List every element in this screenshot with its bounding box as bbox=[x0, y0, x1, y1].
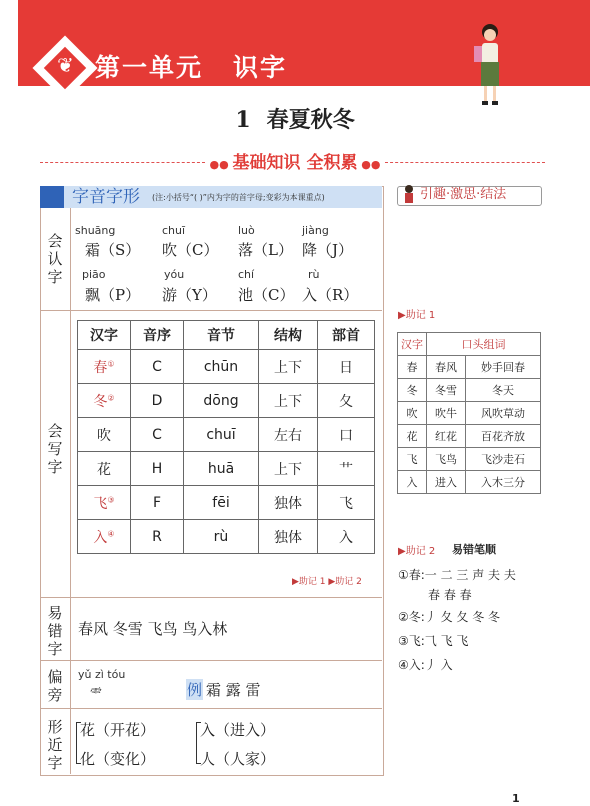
char: 池（C） bbox=[238, 286, 295, 304]
zhuji1-table bbox=[397, 332, 541, 494]
pinyin: chuī bbox=[162, 224, 186, 237]
table-row bbox=[398, 379, 541, 402]
table-row bbox=[78, 350, 375, 384]
table-cell: 百花齐放 bbox=[466, 425, 541, 448]
radical-examples: 霜 露 雷 bbox=[206, 681, 261, 699]
table-cell: 冬雪 bbox=[427, 379, 466, 402]
divider-right bbox=[385, 162, 545, 163]
radical-pinyin: yǔ zì tóu bbox=[78, 668, 126, 681]
radical-symbol: ⻗ bbox=[90, 686, 103, 700]
table-row bbox=[78, 418, 375, 452]
table-cell: 夂 bbox=[318, 384, 375, 418]
row-divider bbox=[40, 708, 382, 709]
tips-badge-label: 引趣·激思·结法 bbox=[420, 187, 507, 202]
teacher-icon bbox=[402, 184, 416, 204]
table-row bbox=[398, 356, 541, 379]
table-cell: 独体 bbox=[259, 520, 318, 554]
pinyin: shuāng bbox=[75, 224, 116, 237]
table-cell: 红花 bbox=[427, 425, 466, 448]
table-cell: 入 bbox=[398, 471, 427, 494]
table-cell: 吹 bbox=[398, 402, 427, 425]
label-pianpang: 偏旁 bbox=[47, 668, 63, 704]
table-cell: 吹牛 bbox=[427, 402, 466, 425]
pinyin: luò bbox=[238, 224, 255, 237]
table-cell: R bbox=[131, 520, 184, 554]
page-number: 1 bbox=[512, 792, 520, 805]
table-cell: 入④ bbox=[78, 520, 131, 554]
section-bar-block bbox=[40, 186, 64, 208]
table-cell: 花 bbox=[398, 425, 427, 448]
table-cell: fēi bbox=[184, 486, 259, 520]
table-cell: 妙手回春 bbox=[466, 356, 541, 379]
example-tag: 例 bbox=[187, 681, 203, 699]
stroke-order: ②冬:丿 夂 夂 冬 冬 bbox=[398, 610, 501, 624]
table-cell: 艹 bbox=[318, 452, 375, 486]
table-cell: 独体 bbox=[259, 486, 318, 520]
table-cell: 飞 bbox=[398, 448, 427, 471]
table-row bbox=[398, 471, 541, 494]
table-cell: F bbox=[131, 486, 184, 520]
label-xingjinzi: 形近字 bbox=[47, 718, 63, 772]
table-cell: 飞③ bbox=[78, 486, 131, 520]
section-note: (注:小括号“( )”内为字的首字母;变彩为本课重点) bbox=[152, 193, 325, 202]
section-title: ●● 基础知识 全积累 ●● bbox=[209, 153, 381, 173]
similar-char: 化（变化） bbox=[80, 750, 156, 768]
char: 降（J） bbox=[302, 241, 354, 259]
char: 霜（S） bbox=[85, 241, 141, 259]
table-cell: 风吹草动 bbox=[466, 402, 541, 425]
table-cell: 进入 bbox=[427, 471, 466, 494]
writing-table bbox=[77, 320, 375, 554]
table-row bbox=[78, 486, 375, 520]
brace-right bbox=[196, 722, 201, 764]
row-divider bbox=[40, 660, 382, 661]
table-cell: huā bbox=[184, 452, 259, 486]
table-header: 口头组词 bbox=[427, 333, 541, 356]
table-header: 部首 bbox=[318, 321, 375, 350]
table-cell: 飞鸟 bbox=[427, 448, 466, 471]
pinyin: chí bbox=[238, 268, 255, 281]
section-heading: 字音字形 bbox=[72, 187, 140, 207]
table-cell: 吹 bbox=[78, 418, 131, 452]
stroke-order: ④入:丿 入 bbox=[398, 658, 453, 672]
table-cell: 日 bbox=[318, 350, 375, 384]
table-cell: 上下 bbox=[259, 350, 318, 384]
yicuozi-words: 春风 冬雪 飞鸟 鸟入林 bbox=[78, 620, 228, 638]
table-header-row bbox=[398, 333, 541, 356]
zhuji1-label: ▶助记 1 bbox=[398, 310, 436, 321]
table-cell: 飞沙走石 bbox=[466, 448, 541, 471]
divider-left bbox=[40, 162, 205, 163]
zhuji2-label: ▶助记 2 bbox=[398, 546, 436, 557]
table-cell: 上下 bbox=[259, 384, 318, 418]
table-header: 汉字 bbox=[78, 321, 131, 350]
lesson-title: 1 春夏秋冬 bbox=[235, 107, 355, 133]
stroke-order: ③飞:⺄ 飞 飞 bbox=[398, 634, 469, 648]
table-cell: chuī bbox=[184, 418, 259, 452]
table-cell: 春风 bbox=[427, 356, 466, 379]
girl-illustration bbox=[470, 20, 510, 108]
pinyin: piāo bbox=[82, 268, 106, 281]
char: 落（L） bbox=[238, 241, 293, 259]
label-yicuozi: 易错字 bbox=[47, 604, 63, 658]
table-cell: 春 bbox=[398, 356, 427, 379]
char: 吹（C） bbox=[162, 241, 219, 259]
table-row bbox=[78, 520, 375, 554]
table-row bbox=[398, 425, 541, 448]
table-cell: 春① bbox=[78, 350, 131, 384]
table-cell: 入 bbox=[318, 520, 375, 554]
table-cell: dōng bbox=[184, 384, 259, 418]
label-huirenzi: 会认字 bbox=[47, 232, 63, 286]
table-cell: C bbox=[131, 350, 184, 384]
table-cell: 冬天 bbox=[466, 379, 541, 402]
table-cell: 左右 bbox=[259, 418, 318, 452]
row-divider bbox=[40, 597, 382, 598]
table-header: 结构 bbox=[259, 321, 318, 350]
table-cell: rù bbox=[184, 520, 259, 554]
row-divider bbox=[40, 310, 382, 311]
table-cell: 飞 bbox=[318, 486, 375, 520]
label-huixiezi: 会写字 bbox=[47, 422, 63, 476]
table-cell: 冬 bbox=[398, 379, 427, 402]
table-header-row bbox=[78, 321, 375, 350]
similar-char: 入（进入） bbox=[200, 721, 276, 739]
stroke-order: 春 春 春 bbox=[428, 588, 472, 602]
table-row bbox=[398, 448, 541, 471]
zhuji-reference: ▶助记 1 ▶助记 2 bbox=[292, 577, 362, 587]
table-row bbox=[398, 402, 541, 425]
table-header: 汉字 bbox=[398, 333, 427, 356]
table-cell: 口 bbox=[318, 418, 375, 452]
table-cell: D bbox=[131, 384, 184, 418]
table-cell: C bbox=[131, 418, 184, 452]
table-cell: H bbox=[131, 452, 184, 486]
pinyin: yóu bbox=[164, 268, 185, 281]
table-row bbox=[78, 384, 375, 418]
pinyin: jiàng bbox=[302, 224, 329, 237]
unit-title: 第一单元 识字 bbox=[95, 53, 288, 82]
table-cell: 入木三分 bbox=[466, 471, 541, 494]
stroke-order: ①春:一 二 三 声 夫 夫 bbox=[398, 568, 516, 582]
label-column-divider bbox=[70, 208, 71, 774]
similar-char: 人（人家） bbox=[200, 750, 276, 768]
pinyin: rù bbox=[308, 268, 320, 281]
zhuji2-title: 易错笔顺 bbox=[452, 543, 496, 556]
leaf-icon: ❦ bbox=[57, 53, 74, 77]
char: 飘（P） bbox=[85, 286, 141, 304]
char: 入（R） bbox=[302, 286, 359, 304]
table-header: 音节 bbox=[184, 321, 259, 350]
table-row bbox=[78, 452, 375, 486]
table-cell: 上下 bbox=[259, 452, 318, 486]
brace-left bbox=[76, 722, 81, 764]
char: 游（Y） bbox=[162, 286, 217, 304]
table-header: 音序 bbox=[131, 321, 184, 350]
table-cell: chūn bbox=[184, 350, 259, 384]
table-cell: 花 bbox=[78, 452, 131, 486]
table-cell: 冬② bbox=[78, 384, 131, 418]
similar-char: 花（开花） bbox=[80, 721, 156, 739]
